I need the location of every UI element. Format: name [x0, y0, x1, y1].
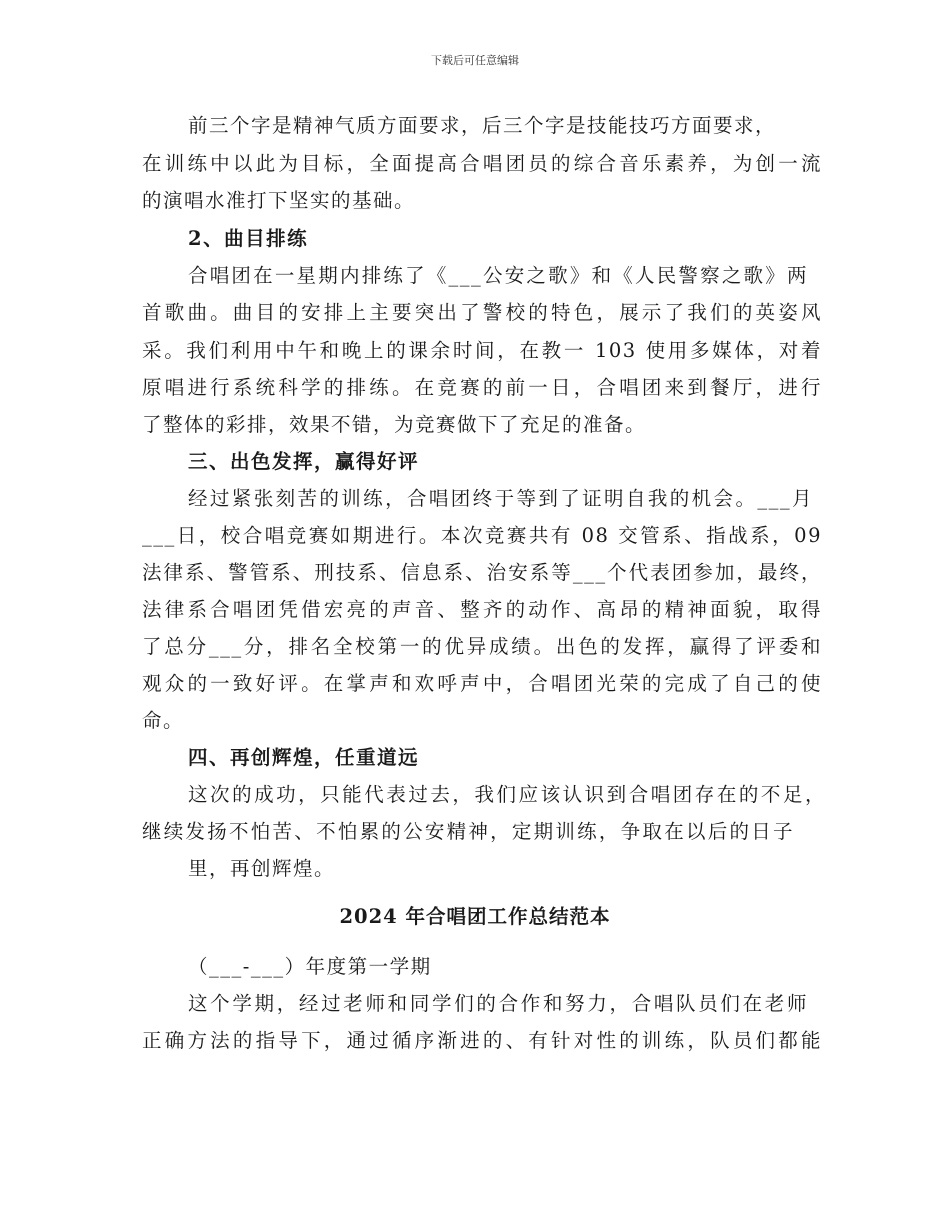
paragraph-line: 这次的成功，只能代表过去，我们应该认识到合唱团存在的不足，	[188, 783, 826, 806]
section-heading: 2、曲目排练	[188, 227, 309, 250]
paragraph-line: 经过紧张刻苦的训练，合唱团终于等到了证明自我的机会。___月	[188, 487, 813, 510]
paragraph-line: 首歌曲。曲目的安排上主要突出了警校的特色，展示了我们的英姿风	[142, 301, 822, 324]
paragraph-line: 法律系合唱团凭借宏亮的声音、整齐的动作、高昂的精神面貌，取得	[142, 598, 822, 621]
paragraph-line: 的演唱水准打下坚实的基础。	[142, 189, 416, 212]
document-title: 2024 年合唱团工作总结范本	[339, 905, 611, 928]
paragraph-line: 里，再创辉煌。	[188, 857, 336, 880]
paragraph-line: 命。	[142, 709, 185, 732]
section-heading: 四、再创辉煌，任重道远	[188, 746, 420, 769]
paragraph-line: 原唱进行系统科学的排练。在竞赛的前一日，合唱团来到餐厅，进行	[142, 376, 822, 399]
paragraph-line: 观众的一致好评。在掌声和欢呼声中，合唱团光荣的完成了自己的使	[142, 672, 822, 695]
page-header: 下载后可任意编辑	[431, 54, 519, 67]
paragraph-line: 继续发扬不怕苦、不怕累的公安精神，定期训练，争取在以后的日子	[142, 820, 794, 843]
paragraph-line: 采。我们利用中午和晚上的课余时间，在教一 103 使用多媒体，对着	[142, 339, 822, 362]
paragraph-line: 了整体的彩排，效果不错，为竞赛做下了充足的准备。	[142, 413, 647, 436]
paragraph-line: 合唱团在一星期内排练了《___公安之歌》和《人民警察之歌》两	[188, 264, 808, 287]
paragraph-line: 前三个字是精神气质方面要求，后三个字是技能技巧方面要求，	[188, 114, 777, 137]
paragraph-line: 了总分___分，排名全校第一的优异成绩。出色的发挥，赢得了评委和	[142, 635, 822, 658]
paragraph-line: 正确方法的指导下，通过循序渐进的、有针对性的训练，队员们都能	[142, 1029, 822, 1052]
paragraph-line: 这个学期，经过老师和同学们的合作和努力，合唱队员们在老师	[188, 992, 808, 1015]
section-heading: 三、出色发挥，赢得好评	[188, 450, 420, 473]
paragraph-line: ___日，校合唱竞赛如期进行。本次竞赛共有 08 交管系、指战系，09	[142, 524, 822, 547]
paragraph-line: 在训练中以此为目标，全面提高合唱团员的综合音乐素养，为创一流	[142, 152, 822, 175]
paragraph-line: （___-___）年度第一学期	[188, 955, 432, 978]
paragraph-line: 法律系、警管系、刑技系、信息系、治安系等___个代表团参加，最终，	[142, 561, 822, 584]
